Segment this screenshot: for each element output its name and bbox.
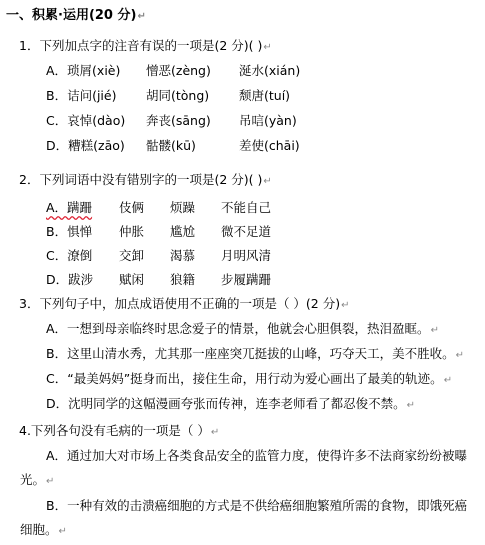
option-term: 狼籍 — [170, 272, 196, 287]
line-text: 2．下列词语中没有错别字的一项是(2 分)( ) — [19, 172, 263, 187]
line-text: 细胞。 — [20, 522, 58, 537]
paragraph-mark-icon: ↵ — [137, 11, 146, 22]
paragraph-mark-icon: ↵ — [455, 350, 464, 361]
line-text: D．沈明同学的这幅漫画夸张而传神，连李老师看了都忍俊不禁。 — [46, 396, 406, 411]
paragraph-mark-icon: ↵ — [443, 375, 453, 386]
question-4-stem — [19, 423, 219, 441]
question-3-option-b — [46, 346, 464, 364]
question-3-option-d — [46, 396, 415, 414]
paragraph-mark-icon: ↵ — [341, 300, 350, 311]
question-1-stem — [19, 38, 272, 56]
question-4-option-a-continued — [20, 472, 54, 490]
paragraph-mark-icon: ↵ — [210, 427, 220, 438]
option-term: 渴慕 — [170, 248, 196, 263]
paragraph-mark-icon: ↵ — [406, 400, 416, 411]
option-term: C．潦倒 — [46, 248, 93, 263]
option-term: 尴尬 — [170, 224, 196, 239]
line-text: 3．下列句子中，加点成语使用不正确的一项是（ ）(2 分) — [19, 296, 341, 311]
option-term: 步履蹒跚 — [221, 272, 272, 287]
option-term: 交卸 — [119, 248, 145, 263]
option-term: 差使(chāi) — [239, 138, 300, 153]
question-1-option-b — [46, 88, 476, 104]
line-text: A．通过加大对市场上各类食品安全的监管力度，使得许多不法商家纷纷被曝 — [46, 448, 468, 463]
option-term: 憎恶(zèng) — [146, 63, 211, 78]
option-term: B．诘问(jié) — [46, 88, 117, 103]
question-3-option-c — [46, 371, 452, 389]
paragraph-mark-icon: ↵ — [263, 42, 272, 53]
question-3-stem — [19, 296, 350, 314]
option-term: 不能自己 — [221, 200, 272, 215]
line-text: A．一想到母亲临终时思念爱子的情景，他就会心胆俱裂，热泪盈眶。 — [46, 321, 430, 336]
option-term: 微不足道 — [221, 224, 272, 239]
paragraph-mark-icon: ↵ — [263, 176, 272, 187]
question-2-stem — [19, 172, 272, 190]
line-text: 一、积累·运用(20 分) — [6, 8, 137, 23]
option-term: A．蹒跚 — [46, 200, 93, 215]
paragraph-mark-icon: ↵ — [430, 325, 439, 336]
option-term: 颓唐(tuí) — [239, 88, 291, 103]
line-text: C．“最美妈妈”挺身而出，接住生命，用行动为爱心画出了最美的轨迹。 — [46, 371, 443, 386]
option-term: D．糟糕(zāo) — [46, 138, 125, 153]
option-term: 烦躁 — [170, 200, 196, 215]
line-text: 1．下列加点字的注音有误的一项是(2 分)( ) — [19, 38, 263, 53]
question-1-option-a — [46, 63, 476, 79]
option-term: 奔丧(sāng) — [146, 113, 211, 128]
section-title — [6, 8, 146, 25]
option-term: C．哀悼(dào) — [46, 113, 126, 128]
paragraph-mark-icon: ↵ — [46, 476, 55, 487]
question-2-option-d — [46, 272, 476, 288]
question-1-option-c — [46, 113, 476, 129]
question-2-option-b — [46, 224, 476, 240]
option-term: 赋闲 — [119, 272, 145, 287]
option-term: B．惧惮 — [46, 224, 93, 239]
option-term: A．琐屑(xiè) — [46, 63, 121, 78]
option-term: 吊唁(yàn) — [239, 113, 297, 128]
option-term: 涎水(xián) — [239, 63, 301, 78]
option-term: 胡同(tòng) — [146, 88, 210, 103]
option-term: 仲胀 — [119, 224, 145, 239]
line-text: 4.下列各句没有毛病的一项是（ ） — [19, 423, 210, 438]
option-term: 骷髅(kū) — [146, 138, 196, 153]
question-2-option-c — [46, 248, 476, 264]
question-1-option-d — [46, 138, 476, 154]
option-term: 伎俩 — [119, 200, 145, 215]
question-4-option-a — [46, 448, 467, 464]
question-2-option-a — [46, 200, 476, 216]
question-3-option-a — [46, 321, 439, 339]
paragraph-mark-icon: ↵ — [58, 526, 67, 537]
option-term: 月明风清 — [221, 248, 272, 263]
line-text: B．这里山清水秀，尤其那一座座突兀挺拔的山峰，巧夺天工，美不胜收。 — [46, 346, 455, 361]
line-text: 光。 — [20, 472, 46, 487]
line-text: B．一种有效的击溃癌细胞的方式是不供给癌细胞繁殖所需的食物，即饿死癌 — [46, 498, 468, 513]
question-4-option-b-continued — [20, 522, 67, 540]
question-4-option-b — [46, 498, 467, 514]
option-term: D．跋涉 — [46, 272, 94, 287]
